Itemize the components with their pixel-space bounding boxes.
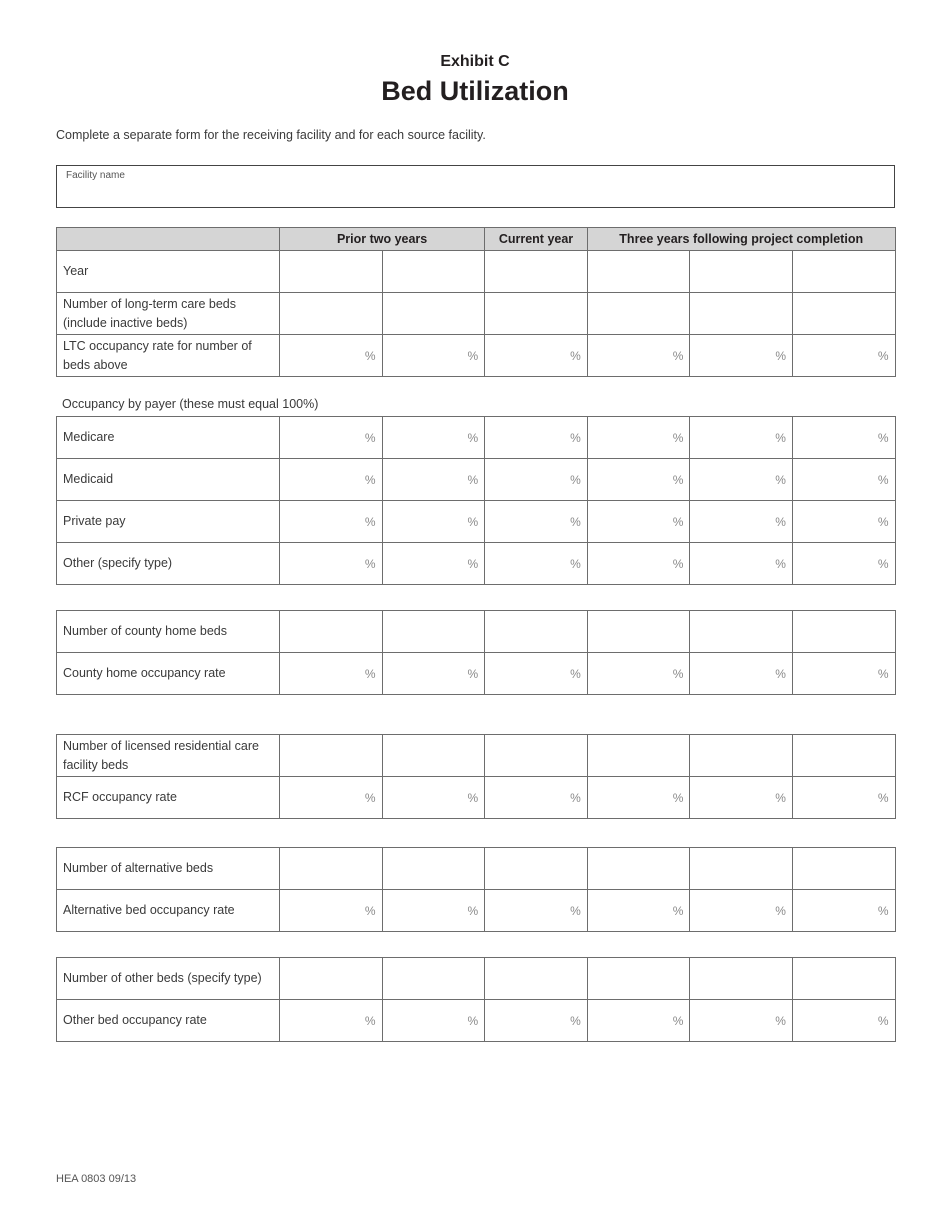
value-input-cell[interactable] — [792, 735, 895, 777]
value-input-cell[interactable] — [587, 611, 690, 653]
percent-input-cell[interactable]: % — [485, 417, 588, 459]
alternative-beds-table — [56, 847, 896, 932]
percent-input-cell[interactable]: % — [280, 777, 383, 819]
alternative-beds-table-body — [57, 848, 896, 932]
percent-input-cell[interactable]: % — [382, 417, 485, 459]
table-row-number-of-other-beds-specify-type — [57, 958, 896, 1000]
table-row-medicare — [57, 417, 896, 459]
percent-input-cell[interactable]: % — [382, 335, 485, 377]
table-row-number-of-long-term-care-beds-include-inactive-beds — [57, 293, 896, 335]
payer-table — [56, 416, 896, 585]
percent-input-cell[interactable]: % — [280, 501, 383, 543]
percent-input-cell[interactable]: % — [792, 777, 895, 819]
row-label: Private pay — [57, 501, 280, 543]
value-input-cell[interactable] — [587, 958, 690, 1000]
value-input-cell[interactable] — [792, 293, 895, 335]
value-input-cell[interactable] — [382, 611, 485, 653]
percent-input-cell[interactable]: % — [690, 890, 793, 932]
percent-input-cell[interactable]: % — [382, 777, 485, 819]
percent-input-cell[interactable]: % — [690, 543, 793, 585]
percent-input-cell[interactable]: % — [587, 543, 690, 585]
value-input-cell[interactable] — [382, 958, 485, 1000]
percent-input-cell[interactable]: % — [280, 459, 383, 501]
table-row-rcf-occupancy-rate — [57, 777, 896, 819]
other-beds-table-body — [57, 958, 896, 1042]
table-row-alternative-bed-occupancy-rate — [57, 890, 896, 932]
facility-name-label: Facility name — [66, 170, 125, 181]
percent-input-cell[interactable]: % — [690, 777, 793, 819]
percent-input-cell[interactable]: % — [792, 501, 895, 543]
percent-input-cell[interactable]: % — [792, 459, 895, 501]
percent-input-cell[interactable]: % — [280, 417, 383, 459]
percent-input-cell[interactable]: % — [587, 459, 690, 501]
percent-input-cell[interactable]: % — [382, 1000, 485, 1042]
value-input-cell[interactable] — [690, 848, 793, 890]
percent-input-cell[interactable]: % — [280, 1000, 383, 1042]
percent-input-cell[interactable]: % — [587, 1000, 690, 1042]
exhibit-label: Exhibit C — [440, 53, 510, 70]
percent-input-cell[interactable]: % — [485, 777, 588, 819]
percent-input-cell[interactable]: % — [587, 890, 690, 932]
percent-input-cell[interactable]: % — [690, 417, 793, 459]
percent-input-cell[interactable]: % — [485, 890, 588, 932]
row-label: Number of licensed residential care facility beds — [57, 735, 280, 777]
value-input-cell[interactable] — [587, 735, 690, 777]
payer-table-body — [57, 417, 896, 585]
percent-input-cell[interactable]: % — [792, 1000, 895, 1042]
percent-input-cell[interactable]: % — [382, 501, 485, 543]
row-label: Medicare — [57, 417, 280, 459]
value-input-cell[interactable] — [485, 611, 588, 653]
row-label: County home occupancy rate — [57, 653, 280, 695]
row-label: LTC occupancy rate for number of beds above — [57, 335, 280, 377]
value-input-cell[interactable] — [690, 958, 793, 1000]
value-input-cell[interactable] — [485, 251, 588, 293]
percent-input-cell[interactable]: % — [792, 653, 895, 695]
percent-input-cell[interactable]: % — [690, 335, 793, 377]
percent-input-cell[interactable]: % — [792, 890, 895, 932]
value-input-cell[interactable] — [587, 251, 690, 293]
percent-input-cell[interactable]: % — [280, 543, 383, 585]
value-input-cell[interactable] — [382, 735, 485, 777]
header-prior-two-years: Prior two years — [280, 228, 485, 251]
percent-input-cell[interactable]: % — [382, 890, 485, 932]
percent-input-cell[interactable]: % — [485, 501, 588, 543]
value-input-cell[interactable] — [280, 251, 383, 293]
value-input-cell[interactable] — [280, 735, 383, 777]
value-input-cell[interactable] — [792, 958, 895, 1000]
table-row-other-specify-type — [57, 543, 896, 585]
value-input-cell[interactable] — [280, 293, 383, 335]
value-input-cell[interactable] — [485, 848, 588, 890]
row-label: Alternative bed occupancy rate — [57, 890, 280, 932]
form-id-footer: HEA 0803 09/13 — [56, 1173, 137, 1185]
table-row-number-of-alternative-beds — [57, 848, 896, 890]
ltc-table-body — [57, 251, 896, 377]
percent-input-cell[interactable]: % — [280, 335, 383, 377]
ltc-table — [56, 227, 896, 377]
page-title: Bed Utilization — [381, 76, 569, 106]
percent-input-cell[interactable]: % — [382, 653, 485, 695]
rcf-table-body — [57, 735, 896, 819]
percent-input-cell[interactable]: % — [587, 501, 690, 543]
value-input-cell[interactable] — [280, 958, 383, 1000]
value-input-cell[interactable] — [382, 293, 485, 335]
instructions-text: Complete a separate form for the receiving facility and for each source facility. — [56, 128, 486, 142]
table-row-ltc-occupancy-rate-for-number-of-beds-above — [57, 335, 896, 377]
percent-input-cell[interactable]: % — [587, 653, 690, 695]
percent-input-cell[interactable]: % — [690, 501, 793, 543]
row-label: Other (specify type) — [57, 543, 280, 585]
percent-input-cell[interactable]: % — [587, 777, 690, 819]
value-input-cell[interactable] — [690, 251, 793, 293]
table-row-number-of-county-home-beds — [57, 611, 896, 653]
value-input-cell[interactable] — [690, 293, 793, 335]
row-label: Number of alternative beds — [57, 848, 280, 890]
row-label: Number of county home beds — [57, 611, 280, 653]
percent-input-cell[interactable]: % — [280, 890, 383, 932]
value-input-cell[interactable] — [792, 611, 895, 653]
table-row-county-home-occupancy-rate — [57, 653, 896, 695]
facility-name-input[interactable] — [65, 184, 885, 204]
table-row-other-bed-occupancy-rate — [57, 1000, 896, 1042]
county-home-table-body — [57, 611, 896, 695]
value-input-cell[interactable] — [690, 611, 793, 653]
header-three-years-following: Three years following project completion — [587, 228, 895, 251]
percent-input-cell[interactable]: % — [792, 335, 895, 377]
value-input-cell[interactable] — [382, 251, 485, 293]
value-input-cell[interactable] — [485, 735, 588, 777]
header-blank-cell — [57, 228, 280, 251]
value-input-cell[interactable] — [485, 958, 588, 1000]
percent-input-cell[interactable]: % — [485, 543, 588, 585]
row-label: Number of other beds (specify type) — [57, 958, 280, 1000]
percent-input-cell[interactable]: % — [280, 653, 383, 695]
percent-input-cell[interactable]: % — [587, 335, 690, 377]
value-input-cell[interactable] — [280, 611, 383, 653]
percent-input-cell[interactable]: % — [690, 459, 793, 501]
percent-input-cell[interactable]: % — [587, 417, 690, 459]
table-row-year — [57, 251, 896, 293]
row-label: Year — [57, 251, 280, 293]
percent-input-cell[interactable]: % — [792, 543, 895, 585]
percent-input-cell[interactable]: % — [382, 543, 485, 585]
value-input-cell[interactable] — [485, 293, 588, 335]
value-input-cell[interactable] — [280, 848, 383, 890]
county-home-table — [56, 610, 896, 695]
table-row-medicaid — [57, 459, 896, 501]
percent-input-cell[interactable]: % — [485, 1000, 588, 1042]
rcf-table — [56, 734, 896, 819]
row-label: RCF occupancy rate — [57, 777, 280, 819]
row-label: Number of long-term care beds (include inactive beds) — [57, 293, 280, 335]
percent-input-cell[interactable]: % — [382, 459, 485, 501]
value-input-cell[interactable] — [587, 293, 690, 335]
facility-name-box — [56, 165, 895, 208]
percent-input-cell[interactable]: % — [690, 1000, 793, 1042]
other-beds-table — [56, 957, 896, 1042]
percent-input-cell[interactable]: % — [690, 653, 793, 695]
table-row-private-pay — [57, 501, 896, 543]
row-label: Medicaid — [57, 459, 280, 501]
value-input-cell[interactable] — [382, 848, 485, 890]
header-current-year: Current year — [485, 228, 588, 251]
value-input-cell[interactable] — [792, 848, 895, 890]
percent-input-cell[interactable]: % — [792, 417, 895, 459]
percent-input-cell[interactable]: % — [485, 335, 588, 377]
percent-input-cell[interactable]: % — [485, 653, 588, 695]
percent-input-cell[interactable]: % — [485, 459, 588, 501]
value-input-cell[interactable] — [690, 735, 793, 777]
value-input-cell[interactable] — [792, 251, 895, 293]
table-row-number-of-licensed-residential-care-facility-beds — [57, 735, 896, 777]
payer-caption: Occupancy by payer (these must equal 100%) — [62, 397, 319, 411]
row-label: Other bed occupancy rate — [57, 1000, 280, 1042]
value-input-cell[interactable] — [587, 848, 690, 890]
